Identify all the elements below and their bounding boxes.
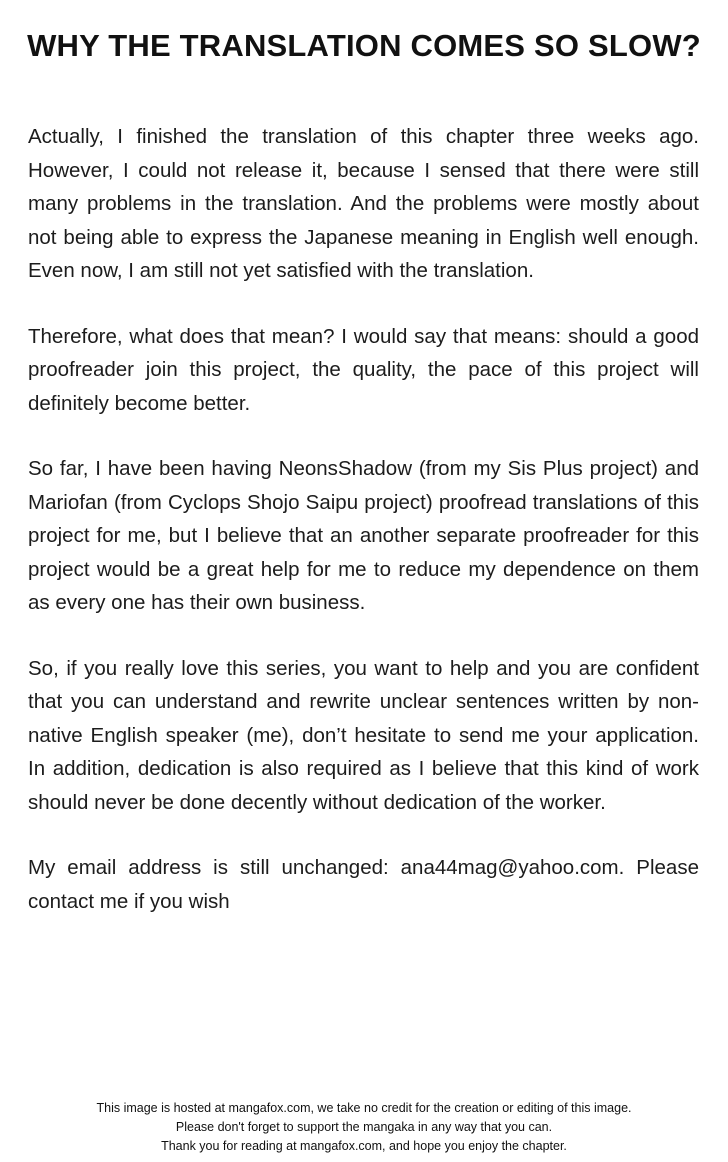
paragraph-proofreader-need: Therefore, what does that mean? I would say that means: should a good proofreader join this project, the quality, the pace of this project will definitely become better. [28,324,699,415]
hosting-footer [0,1099,728,1156]
article-body [28,120,699,950]
paragraph-call-for-help: So, if you really love this series, you want to help and you are confident that you can understand and rewrite unclear sentences written by non-native English speaker (me), don’t hesitate to send me your application. In addition, dedication is also required as I believe that this kind of work should never be done decently without dedication of the worker. [28,656,699,814]
paragraph-contact-email: My email address is still unchanged: ana44mag@yahoo.com. Please contact me if you wish [28,856,699,913]
footer-line-thanks: Thank you for reading at mangafox.com, and hope you enjoy the chapter. [161,1139,567,1153]
paragraph-current-proofreaders: So far, I have been having NeonsShadow (from my Sis Plus project) and Mariofan (from Cyclops Shojo Saipu project) proofread translations of this project for me, but I believe that an another separate proofreader for this project would be a great help for me to reduce my dependence on them as every one has their own business. [28,457,699,614]
paragraph-delay-explanation: Actually, I finished the translation of this chapter three weeks ago. However, I could not release it, because I sensed that there were still many problems in the translation. And the problems were mostly about not being able to express the Japanese meaning in English well enough. Even now, I am still not yet satisfied with the translation. [28,125,699,282]
footer-line-support: Please don't forget to support the mangaka in any way that you can. [175,1120,553,1134]
footer-line-hosting: This image is hosted at mangafox.com, we take no credit for the creation or editing of this image. [96,1101,632,1115]
page-title: WHY THE TRANSLATION COMES SO SLOW? [27,28,701,63]
